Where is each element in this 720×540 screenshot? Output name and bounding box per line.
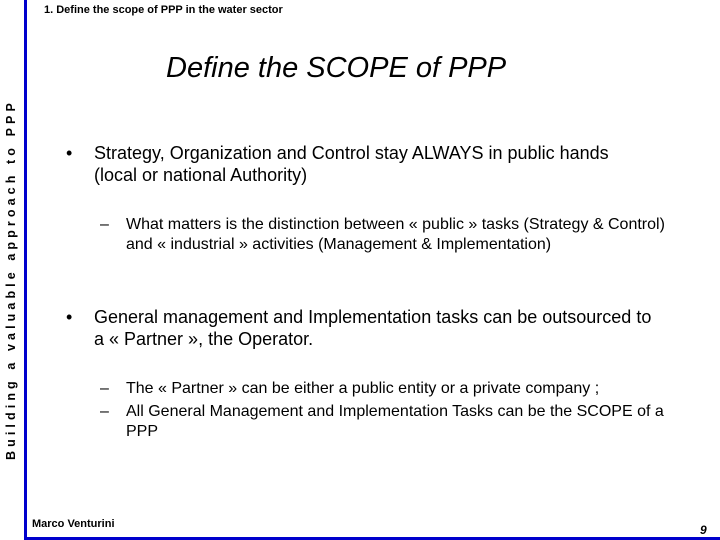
vertical-divider (24, 0, 27, 540)
author-name: Marco Venturini (32, 518, 115, 530)
page-number: 9 (700, 523, 707, 537)
vertical-section-title: Building a valuable approach to PPP (4, 99, 18, 460)
sub-bullet-marker: – (100, 403, 109, 420)
sub-bullet-text: What matters is the distinction between « public » tasks (Strategy & Control) and « industrial » activities (Management & Implementation) (126, 216, 665, 253)
slide-title: Define the SCOPE of PPP (166, 52, 507, 84)
bullet-marker: • (66, 143, 73, 163)
bullet-text: General management and Implementation tasks can be outsourced to a « Partner », the Operator. (94, 307, 652, 349)
sub-bullet-marker: – (100, 216, 109, 233)
sub-bullet-marker: – (100, 380, 109, 397)
bullet-text: Strategy, Organization and Control stay ALWAYS in public hands (local or national Authority) (94, 143, 609, 185)
bullet-marker: • (66, 307, 73, 327)
sub-bullet-text: All General Management and Implementation Tasks can be the SCOPE of a PPP (126, 403, 664, 440)
section-header: 1. Define the scope of PPP in the water sector (44, 4, 283, 16)
sub-bullet-text: The « Partner » can be either a public entity or a private company ; (126, 380, 600, 397)
